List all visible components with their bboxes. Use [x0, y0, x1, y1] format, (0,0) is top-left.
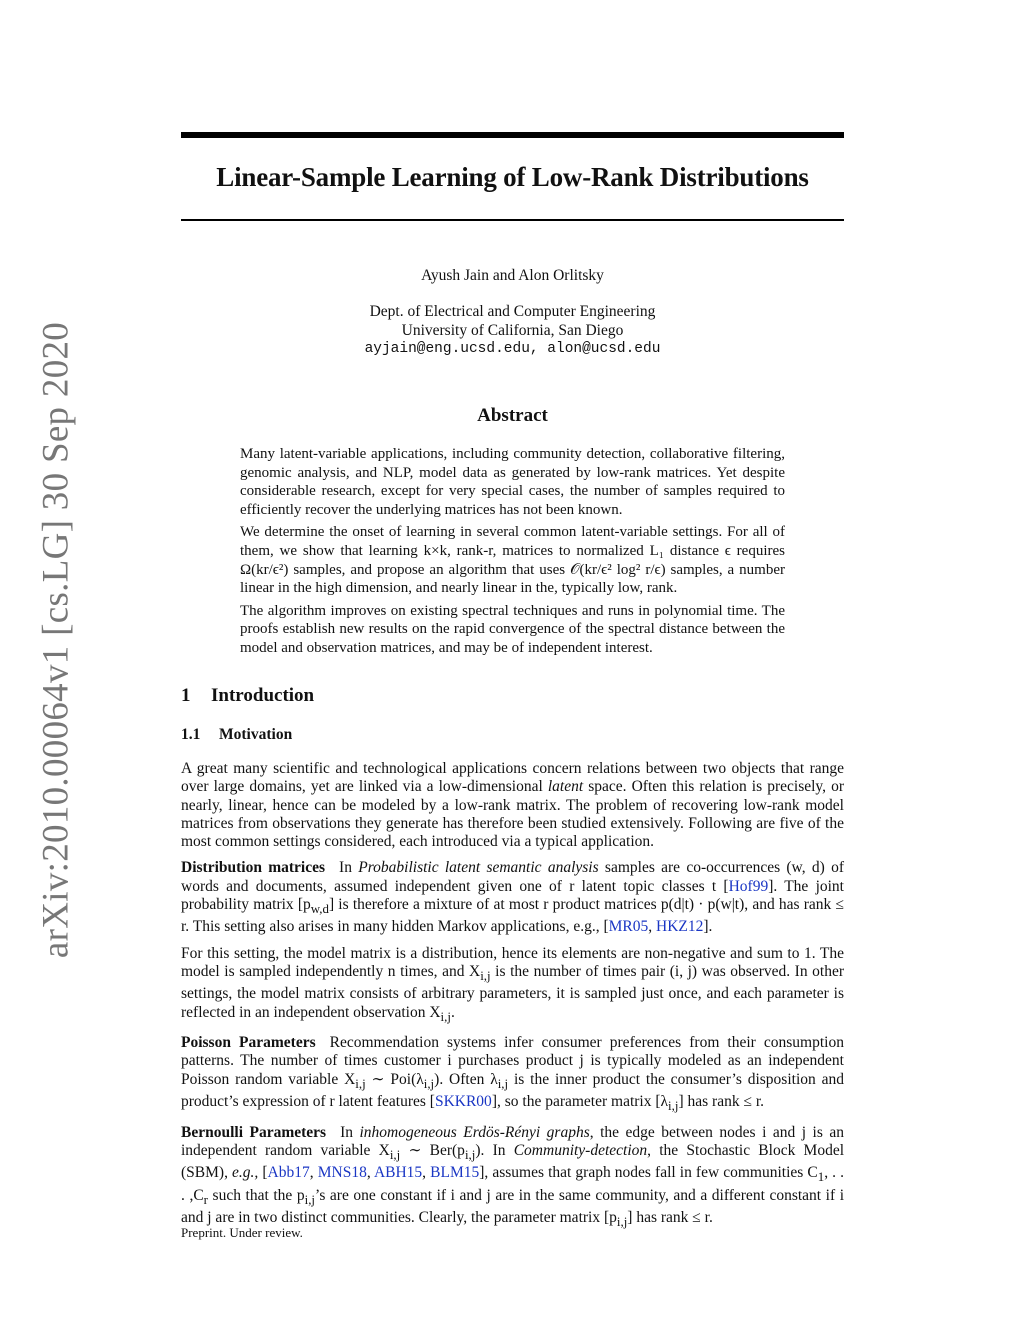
emails: ayjain@eng.ucsd.edu, alon@ucsd.edu [364, 341, 661, 357]
paper-title: Linear-Sample Learning of Low-Rank Distributions [216, 162, 809, 192]
citation-abh15[interactable]: ABH15 [373, 1164, 423, 1182]
poisson-parameters-lead: Poisson Parameters [181, 1034, 316, 1052]
citation-hof99[interactable]: Hof99 [728, 877, 769, 895]
distribution-matrices-paragraph: Distribution matrices In Probabilistic latent semantic analysis samples are co-occurrences (w, d) of words and documents, assumed independent given one of r latent topic classes t [Hof99]. The joint probability matrix $[p_{w,d}]$ is therefore a mixture of at most r product matrices p(d|t) · p(w|t), and has rank ≤ r. This setting also arises in many hidden Markov applications, e.g., [MR05, HKZ12]. [181, 859, 845, 936]
citation-mns18[interactable]: MNS18 [317, 1164, 367, 1182]
bernoulli-parameters-paragraph: Bernoulli Parameters In inhomogeneous Erdös-Rényi graphs, the edge between nodes i and j is an independent random variable $X_{i,j}$ ∼ $Ber(p_{i,j})$. In Community-detection, the Stochastic Block Model (SBM), e.g., [Abb17, MNS18, ABH15, BLM15], assumes that graph nodes fall in few communities $C_1$, . . . $,C_r$ such that the $p_{i,j}’s$ are one constant if i and j are in the same community, and a different constant if i and j are in two distinct communities. Clearly, the parameter matrix $[p_{i,j}]$ has rank ≤ r. [181, 1123, 845, 1230]
distribution-setting-paragraph: For this setting, the model matrix is a distribution, hence its elements are non-negative and sum to 1. The model is sampled independently n times, and $X_{i,j}$ is the number of times pair (i, j) was observed. In other settings, the model matrix consists of arbitrary parameters, it is sampled just once, and each parameter is reflected in an independent observation $X_{i,j}$. [181, 944, 845, 1024]
footer-note: Preprint. Under review. [181, 1225, 303, 1240]
bernoulli-parameters-lead: Bernoulli Parameters [181, 1123, 327, 1141]
abstract-body [240, 445, 785, 662]
abstract-paragraph-2: We determine the onset of learning in several common latent-variable settings. For all of them, we show that learning k×k, rank-r, matrices to normalized L₁ distance ϵ requires Ω(kr/ϵ²) samples, and propose an algorithm that uses 𝒪(kr/ϵ² log² r/ϵ) samples, a number linear in the high dimension, and nearly linear in the, typically low, rank. [240, 524, 785, 597]
title-bottom-rule [181, 219, 844, 221]
abstract-paragraph-3: The algorithm improves on existing spectral techniques and runs in polynomial time. The proofs establish new results on the rapid convergence of the spectral distance between the model and observation matrices, and may be of independent interest. [240, 602, 785, 656]
affiliation [181, 302, 844, 359]
abstract-paragraph-1: Many latent-variable applications, including community detection, collaborative filtering, genomic analysis, and NLP, model data as generated by low-rank matrices. Yet despite considerable research, except for very special cases, the number of samples required to efficiently recover the underlying matrices has not been known. [240, 446, 785, 518]
authors: Ayush Jain and Alon Orlitsky [421, 267, 604, 284]
arxiv-identifier: arXiv:2010.00064v1 [cs.LG] 30 Sep 2020 [35, 321, 77, 959]
university: University of California, San Diego [401, 322, 624, 339]
citation-mr05[interactable]: MR05 [608, 918, 649, 936]
poisson-parameters-paragraph: Poisson Parameters Recommendation systems infer consumer preferences from their consumption patterns. The number of times customer i purchases product j is typically modeled as an independent Poisson random variable $X_{i,j}$ ∼ $Poi(\lambda_{i,j})$. Often $\lambda_{i,j}$ is the inner product the consumer’s disposition and product’s expression of r latent features [SKKR00], so the parameter matrix $[\lambda_{i,j}]$ has rank ≤ r. [181, 1034, 844, 1114]
department: Dept. of Electrical and Computer Engineering [369, 303, 656, 320]
intro-paragraph: A great many scientific and technological applications concern relations between two objects that range over large domains, yet are linked via a low-dimensional latent space. Often this relation is precisely, or nearly, linear, hence can be modeled by a low-rank matrix. The problem of recovering low-rank model matrices from observations they generate has therefore been studied extensively. Following are five of the most common settings considered, each introduced via a typical application. [181, 760, 845, 851]
distribution-matrices-lead: Distribution matrices [181, 859, 326, 877]
section-heading: 1 Introduction [181, 685, 315, 706]
abstract-heading: Abstract [477, 405, 548, 426]
body-text [181, 760, 844, 1239]
citation-hkz12[interactable]: HKZ12 [656, 918, 704, 936]
citation-abb17[interactable]: Abb17 [267, 1164, 310, 1182]
citation-blm15[interactable]: BLM15 [430, 1164, 480, 1182]
subsection-heading: 1.1 Motivation [181, 726, 293, 743]
title-top-rule [181, 132, 844, 138]
citation-skkr00[interactable]: SKKR00 [434, 1093, 492, 1111]
